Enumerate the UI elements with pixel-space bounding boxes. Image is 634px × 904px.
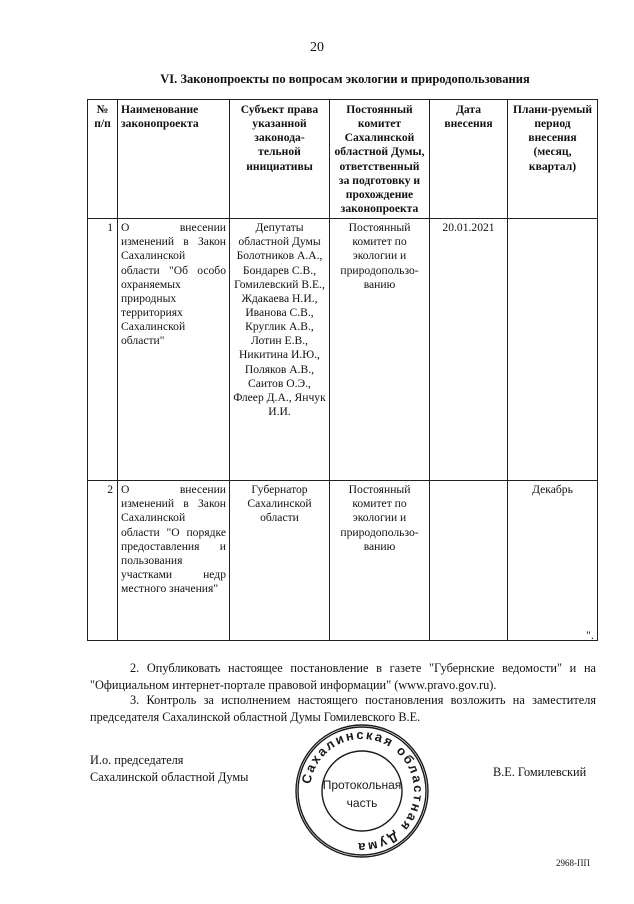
- paragraph-control-text: 3. Контроль за исполнением настоящего постановления возложить на заместителя председателя Сахалинской областной Думы Гомилевского В.Е.: [90, 693, 596, 724]
- initiative-subject: Депутаты областной Думы Болотников А.А., Бондарев С.В., Гомилевский В.Е., Ждакаева Н.И., Иванова С.В., Круглик А.В., Лотин Е.В., Никитина И.Ю., Поляков А.В., Саитов О.Э., Флеер Д.А., Янчук И.И.: [230, 219, 330, 481]
- submission-date: [430, 481, 508, 641]
- header-planned-period: Плани-руемый период внесения (месяц, квартал): [508, 100, 598, 219]
- seal-inner-line2: часть: [346, 796, 378, 810]
- seal-inner-line1: Протокольная: [322, 778, 402, 792]
- seal-ring-text: Сахалинская областная Дума: [298, 726, 427, 856]
- initiative-subject: Губернатор Сахалинской области: [230, 481, 330, 641]
- header-bill-name: Наименование законопроекта: [118, 100, 230, 219]
- submission-date: 20.01.2021: [430, 219, 508, 481]
- header-initiative-subject: Субъект права указанной законода-тельной инициативы: [230, 100, 330, 219]
- paragraph-publish: [90, 660, 596, 693]
- closing-quote: ".: [586, 628, 594, 642]
- table-header-row: [88, 100, 598, 219]
- header-committee: Постоянный комитет Сахалинской областной Думы, ответственный за подготовку и прохождение законопроекта: [330, 100, 430, 219]
- table-row: [88, 481, 598, 641]
- section-title: VI. Законопроекты по вопросам экологии и природопользования: [160, 72, 530, 86]
- committee: Постоянный комитет по экологии и природопользо-ванию: [330, 481, 430, 641]
- page-number: 20: [310, 40, 324, 55]
- header-submission-date: Дата внесения: [430, 100, 508, 219]
- signer-position-line2: Сахалинской областной Думы: [90, 770, 249, 785]
- committee: Постоянный комитет по экологии и природопользо-ванию: [330, 219, 430, 481]
- bills-table: [87, 99, 598, 641]
- planned-period: [508, 219, 598, 481]
- official-seal: [292, 721, 432, 861]
- bill-name: О внесении изменений в Закон Сахалинской области "Об особо охраняемых природных территориях Сахалинской области": [118, 219, 230, 481]
- header-number: № п/п: [88, 100, 118, 219]
- row-number: 2: [88, 481, 118, 641]
- signer-position-line1: И.о. председателя: [90, 753, 184, 767]
- table-row: [88, 219, 598, 481]
- document-code: 2968-ПП: [556, 858, 590, 868]
- planned-period: Декабрь: [508, 481, 598, 641]
- row-number: 1: [88, 219, 118, 481]
- signer-position: [90, 752, 248, 786]
- paragraph-publish-text: 2. Опубликовать настоящее постановление в газете "Губернские ведомости" и на "Официальном интернет-портале правовой информации" (www.pravo.gov.ru).: [90, 661, 596, 692]
- bill-name: О внесении изменений в Закон Сахалинской области "О порядке предоставления и пользования участками недр местного значения": [118, 481, 230, 641]
- signer-name: В.Е. Гомилевский: [493, 765, 587, 779]
